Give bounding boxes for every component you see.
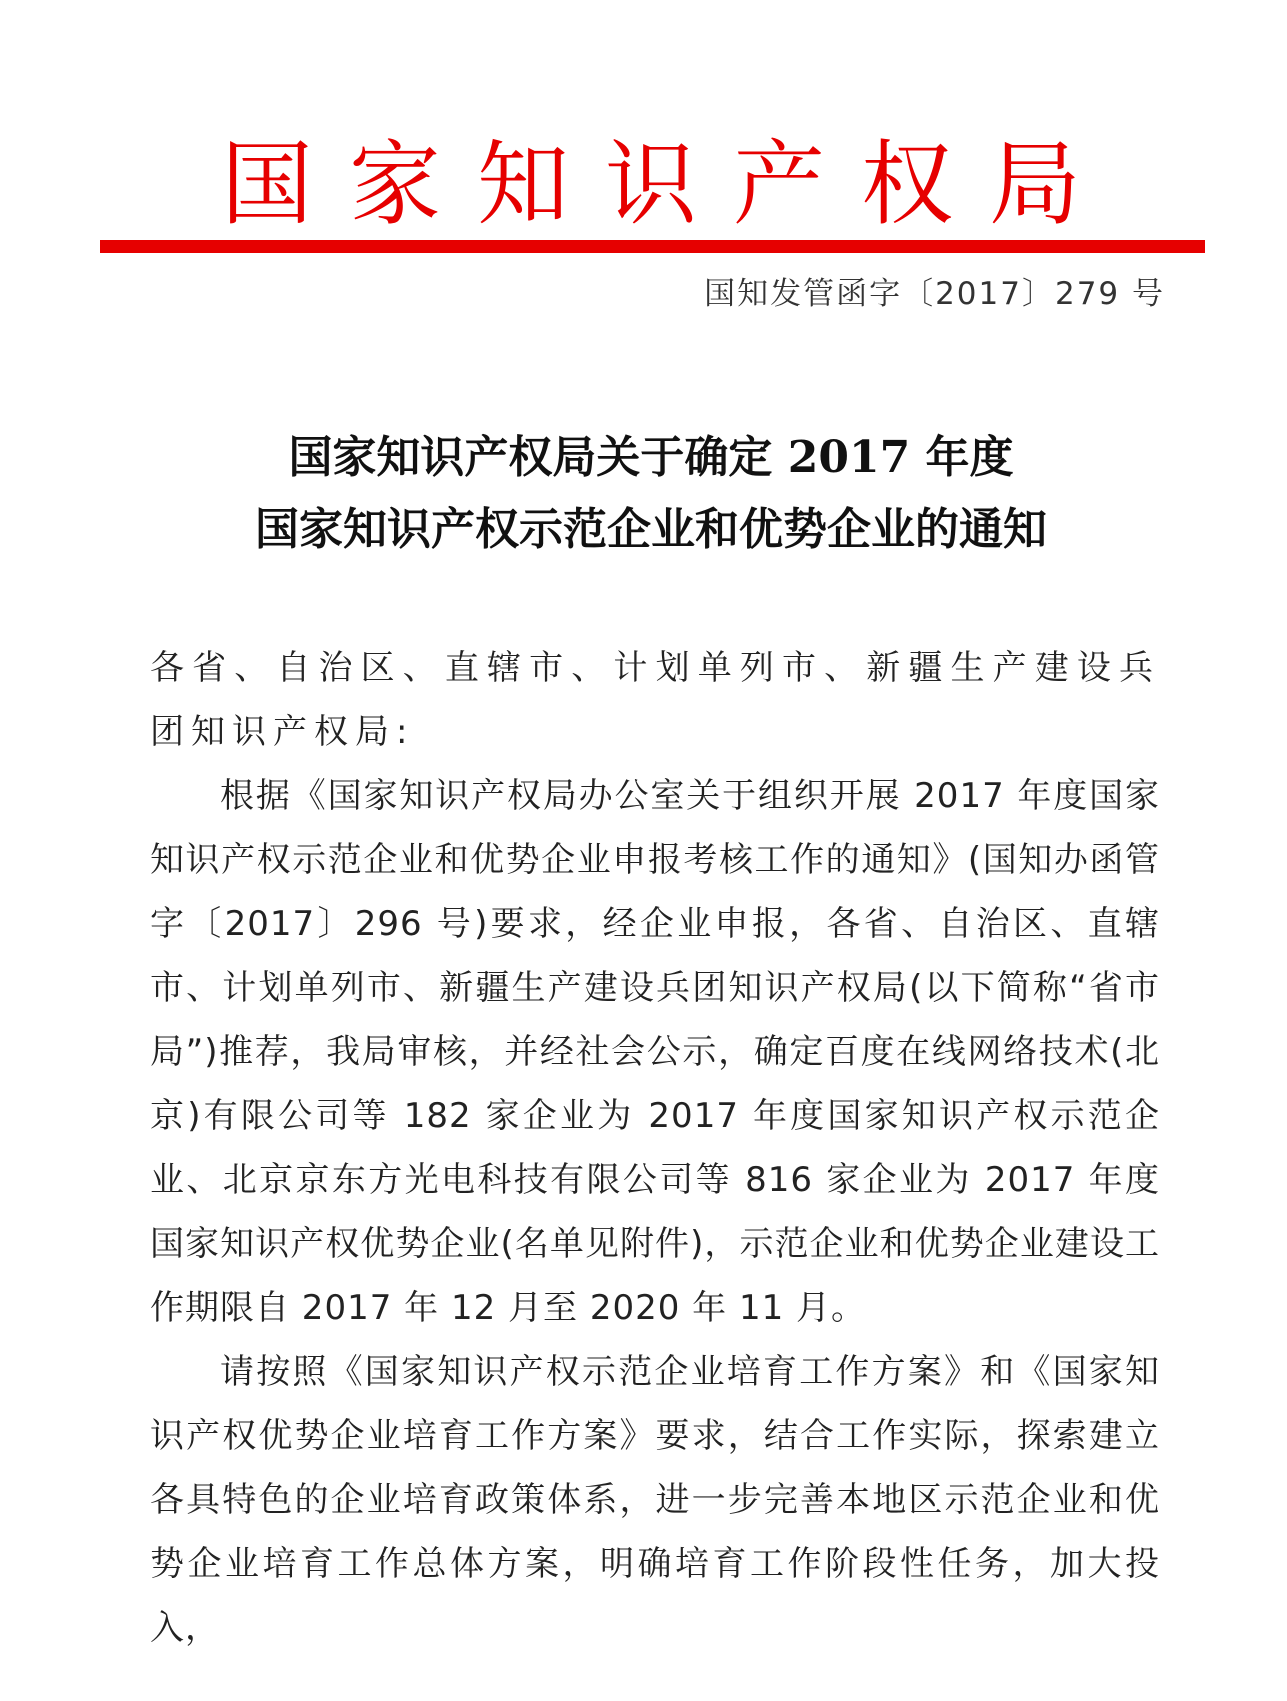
document-body <box>150 636 1160 1660</box>
salutation: 各省、自治区、直辖市、计划单列市、新疆生产建设兵团知识产权局: <box>150 648 1160 752</box>
title-line-2: 国家知识产权示范企业和优势企业的通知 <box>255 504 1047 555</box>
red-divider-rule <box>100 240 1205 253</box>
organization-header: 国家知识产权局 <box>220 131 1117 238</box>
body-paragraph-2: 请按照《国家知识产权示范企业培育工作方案》和《国家知识产权优势企业培育工作方案》要求，结合工作实际，探索建立各具特色的企业培育政策体系，进一步完善本地区示范企业和优势企业培育工作总体方案，明确培育工作阶段性任务，加大投入， <box>150 1352 1160 1648</box>
document-title <box>96 422 1206 566</box>
body-paragraph-1: 根据《国家知识产权局办公室关于组织开展 2017 年度国家知识产权示范企业和优势企业申报考核工作的通知》(国知办函管字〔2017〕296 号)要求，经企业申报，各省、自治区、直辖市、计划单列市、新疆生产建设兵团知识产权局(以下简称“省市局”)推荐，我局审核，并经社会公示，确定百度在线网络技术(北京)有限公司等 182 家企业为 2017 年度国家知识产权示范企业、北京京东方光电科技有限公司等 816 家企业为 2017 年度国家知识产权优势企业(名单见附件)，示范企业和优势企业建设工作期限自 2017 年 12 月至 2020 年 11 月。 <box>150 776 1160 1328</box>
document-number: 国知发管函字〔2017〕279 号 <box>704 276 1165 312</box>
title-line-1: 国家知识产权局关于确定 2017 年度 <box>288 432 1014 483</box>
